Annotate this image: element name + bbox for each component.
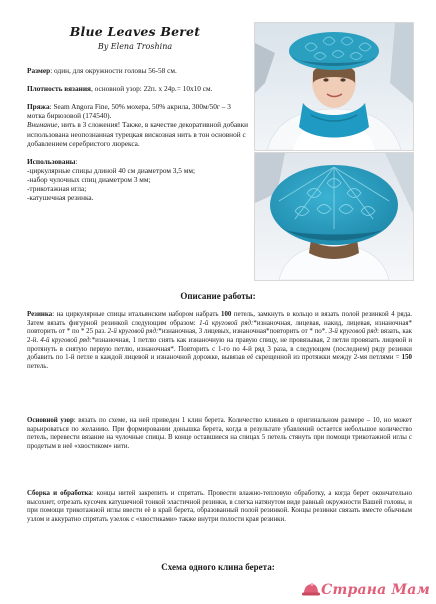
site-watermark [302,582,430,598]
assembly-paragraph [27,490,412,525]
ribbing-row-label: 3-й круговой ряд [328,328,378,336]
ribbing-row-text: : вязать, как 2-й. [27,328,412,345]
size-text: : один, для окружности головы 56-58 см. [50,66,177,75]
tools-label: Использованы [27,156,76,166]
pattern-author: By Elena Troshina [97,42,173,51]
beret-back-view-illustration [255,153,413,280]
pattern-title: Blue Leaves Beret [69,24,201,39]
main-pattern-text: : вязать по схеме, на ней приведен 1 клин берета. Количество клиньев в оригинальном размере – 10, но может варьироваться по желанию. При формировании донышка берета, когда в результате убавлений остается небольшое количество петель, перевести вязание на чулочные спицы. В конце оставшиеся на спицах 5 петель стянуть при помощи трикотажной иглы с продетым в неё «хвостиком» нити. [27,417,412,451]
ribbing-row-label: 4-й круговой ряд: [40,337,92,345]
watermark-text: Страна Мам [321,582,430,598]
ribbing-row-label: 2-й круговой ряд: [107,328,159,336]
ribbing-row-label: 1-й круговой ряд: [199,319,254,327]
main-pattern-paragraph [27,417,412,452]
size-paragraph [27,66,249,75]
ribbing-row-text: *изнаночная, 1 петлю снять как изнаночную на правую спицу, не провязывая, 2 петли провязать лицевой и протянуть в снятую первую петлю, изнаночная*. Повторить с 1-го по 4-й ряд 3 раза, в следующем (последнем) ряду резинки добавить по 1-й петле в каждой лицевой и изнаночной дорожке, вывязав её скрещенной из протяжки между 2-мя петлями = [27,337,413,362]
ribbing-cast-on-count: 100 [221,311,232,318]
main-pattern-label: Основной узор [27,417,74,424]
tools-item: -набор чулочных спиц диаметром 3 мм; [27,174,151,184]
gauge-text: , основной узор: 22п. х 24р.= 10х10 см. [91,84,213,94]
ribbing-row-text: *изнаночная, 3 лицевых, изнаночная*повторить от * по*. [158,328,329,336]
gauge-paragraph [27,84,249,93]
woman-in-beret-illustration [255,23,413,150]
gauge-label: Плотность вязания [27,84,91,94]
yarn-note-label: Внимание [27,120,58,130]
yarn-text: : Seam Angora Fine, 50% мохера, 50% акрила, 300м/50г – 3 мотка бирюзовой (174540). [27,102,231,121]
ribbing-text: : на циркулярные спицы итальянским набором набрать [52,311,222,318]
tools-item: -трикотажная игла; [27,184,87,194]
tools-item: -циркулярные спицы длиной 40 см диаметром 3,5 мм; [27,165,195,175]
size-label: Размер [27,66,51,75]
ribbing-final-count: 150 [401,354,412,362]
section-title: Описание работы: [180,291,256,301]
specs-column [27,66,249,211]
ribbing-text: петель, замкнуть в кольцо и вязать полой резинкой 4 ряда. Затем вязать фигурной резинкой следующим образом: [27,311,412,327]
yarn-note-text: , нить в 3 сложения! Также, в качестве декоративной добавки использована неопознанная турецкая вискозная нить в тон основной с добавлением серебристого люрекса. [27,120,249,148]
assembly-text: : концы нитей закрепить и спрятать. Провести влажно-тепловую обработку, а когда берет окончательно высохнет, отрезать кусочек катушечной тонкой эластичной резинки, в слегка натянутом виде равный окружности Вашей головы, и при помощи трикотажной иглы ввести её в край берета, образованный полой резинкой. Концы резинки связать вместе обычным узлом и аккуратно спрятать узелок с «хвостиками» также внутри полости края резинки. [27,490,412,524]
ribbing-row-text: *изнаночная, лицевая, накид, лицевая, изнаночная* повторить от * по * 25 раз. [27,319,412,336]
ribbing-end-text: петель. [27,363,49,371]
ribbing-label: Резинка [27,311,53,318]
woman-in-beret-photo [254,22,414,151]
beret-back-view-photo [254,152,414,281]
scheme-title: Схема одного клина берета: [161,562,275,572]
tools-item: -катушечная резинка. [27,193,94,203]
ribbing-paragraph [27,311,412,372]
assembly-label: Сборка и обработка [27,490,92,497]
tools-paragraph: Использованы: -циркулярные спицы длиной 40 см диаметром 3,5 мм; -набор чулочных спиц диаметром 3 мм; -трикотажная игла; -катушечная резинка. [27,157,249,203]
yarn-label: Пряжа [27,102,50,112]
yarn-paragraph [27,102,249,148]
pink-hat-icon [302,583,320,597]
